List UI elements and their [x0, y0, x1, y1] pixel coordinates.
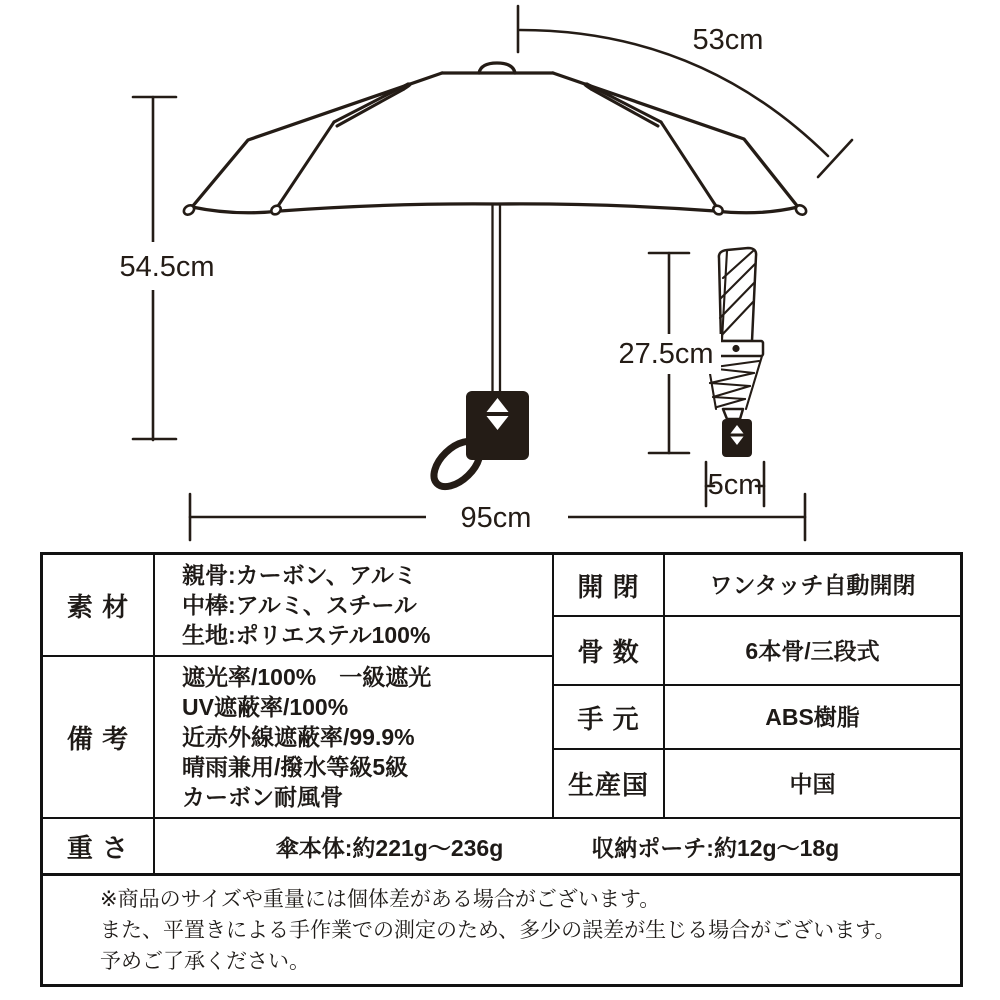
dimension-canopy-rib	[518, 6, 852, 177]
spec-table	[40, 552, 963, 987]
spec-notes	[43, 876, 960, 984]
open-umbrella-drawing	[182, 63, 808, 495]
spec-label-open-close: 開 閉	[554, 555, 665, 617]
material-line: 中棒:アルミ、スチール	[182, 592, 417, 618]
open-width-label: 95cm	[460, 502, 532, 534]
canopy-right-edge	[553, 73, 798, 207]
remarks-line: UV遮蔽率/100%	[182, 694, 349, 720]
spec-label-material: 素 材	[43, 555, 155, 657]
note-line: また、平置きによる手作業での測定のため、多少の誤差が生じる場合がございます。	[100, 918, 896, 942]
folded-neck	[723, 409, 743, 419]
remarks-line: カーボン耐風骨	[182, 784, 343, 810]
note-line: ※商品のサイズや重量には個体差がある場合がございます。	[100, 887, 661, 911]
weight-umbrella-body: 傘本体:約221g～236g	[275, 834, 504, 861]
spec-label-ribs: 骨 数	[554, 617, 665, 686]
note-line: 予めご了承ください。	[100, 949, 310, 973]
spec-label-handle: 手 元	[554, 686, 665, 750]
folded-height-label: 27.5cm	[618, 338, 714, 370]
band-snap-dot	[732, 345, 739, 352]
spec-value-country: 中国	[665, 750, 960, 819]
spec-label-weight: 重 さ	[43, 819, 155, 876]
spec-value-material	[155, 555, 554, 657]
weight-pouch: 収納ポーチ:約12g～18g	[591, 834, 840, 861]
remarks-line: 遮光率/100% 一級遮光	[182, 664, 432, 690]
spec-label-country: 生産国	[554, 750, 665, 819]
canopy-bottom-edge	[192, 204, 798, 213]
spec-value-open-close: ワンタッチ自動開閉	[665, 555, 960, 617]
left-rib	[278, 84, 410, 206]
canopy-rib-label: 53cm	[692, 24, 764, 56]
right-rib	[585, 84, 716, 206]
material-line: 親骨:カーボン、アルミ	[182, 562, 417, 588]
total-height-label: 54.5cm	[119, 251, 215, 283]
spec-label-remarks: 備 考	[43, 657, 155, 819]
material-line: 生地:ポリエステル100%	[182, 622, 431, 648]
remarks-line: 晴雨兼用/撥水等級5級	[182, 754, 409, 780]
folded-width-label: 5cm	[707, 469, 763, 501]
spec-value-handle: ABS樹脂	[665, 686, 960, 750]
spec-value-weight	[155, 819, 960, 876]
umbrella-shaft	[493, 205, 501, 392]
spec-value-ribs: 6本骨/三段式	[665, 617, 960, 686]
canopy-left-edge	[192, 73, 442, 207]
spec-value-remarks	[155, 657, 554, 819]
remarks-line: 近赤外線遮蔽率/99.9%	[182, 724, 415, 750]
